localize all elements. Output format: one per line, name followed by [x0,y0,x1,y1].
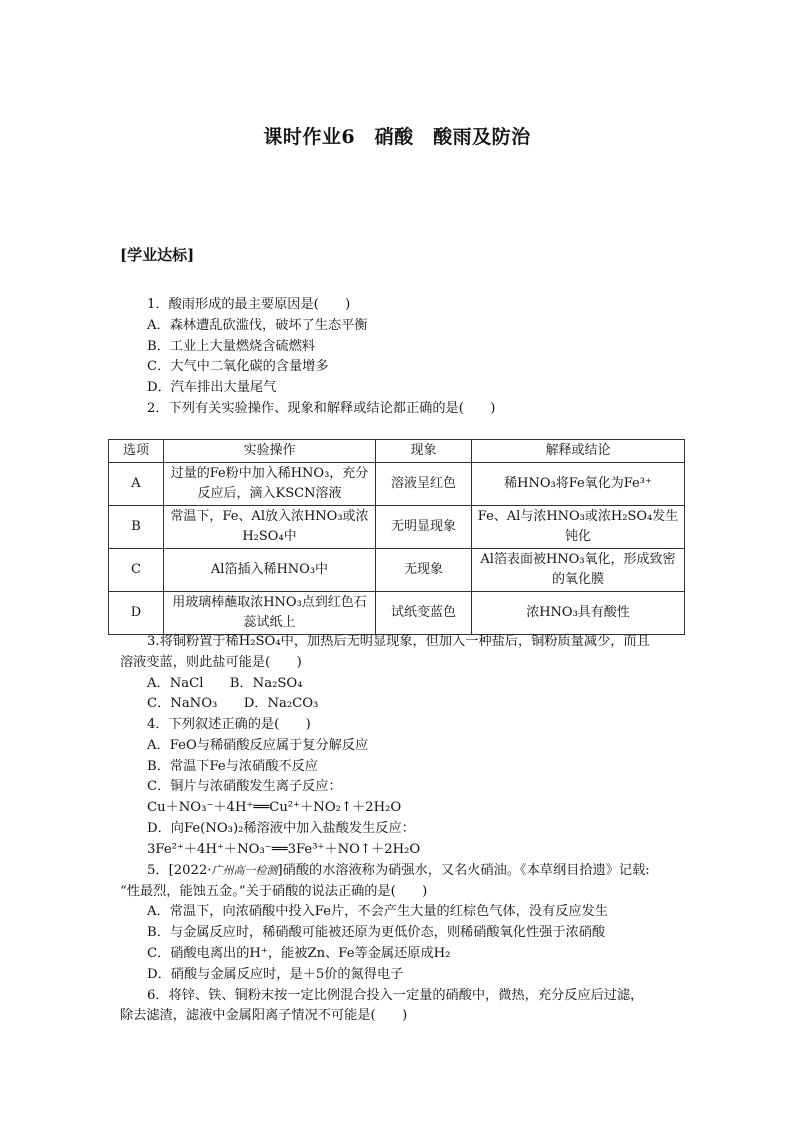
q3-options-ab: A．NaCl B．Na₂SO₄ [147,676,303,691]
page-title: 课时作业6 硝酸 酸雨及防治 [263,126,531,148]
q1-option-b: B．工业上大量燃烧含硫燃料 [147,339,315,354]
q3-stem-line1: 3.将铜粉置于稀H₂SO₄中，加热后无明显现象，但加入一种盐后，铜粉质量减少，而且 [147,634,650,649]
row-b-option: B [109,506,164,549]
q6-stem-line1: 6．将锌、铁、铜粉末按一定比例混合投入一定量的硝酸中，微热，充分反应后过滤， [147,988,644,1003]
row-b-operation: 常温下，Fe、Al放入浓HNO₃或浓H₂SO₄中 [164,506,376,549]
row-d-conclusion: 浓HNO₃具有酸性 [472,592,685,635]
q5-option-c: C．硝酸电离出的H⁺，能被Zn、Fe等金属还原成H₂ [147,946,451,961]
row-c-option: C [109,549,164,592]
q4-option-d: D．向Fe(NO₃)₂稀溶液中加入盐酸发生反应： [147,821,415,836]
q5-number: 5．[2022· [147,863,212,878]
q1-option-d: D．汽车排出大量尾气 [147,380,277,395]
header-phenomenon: 现象 [376,440,472,463]
experiment-table [108,439,685,635]
q3-stem-line2: 溶液变蓝，则此盐可能是( ) [120,655,302,670]
q4-option-d-equation: 3Fe²⁺＋4H⁺＋NO₃⁻══3Fe³⁺＋NO↑＋2H₂O [147,842,421,857]
row-a-option: A [109,463,164,506]
q1-option-c: C．大气中二氧化碳的含量增多 [147,359,329,374]
q4-option-a: A．FeO与稀硝酸反应属于复分解反应 [147,738,369,753]
q4-option-b: B．常温下Fe与浓硝酸不反应 [147,759,318,774]
table-row [109,592,685,635]
q4-option-c-equation: Cu＋NO₃⁻＋4H⁺══Cu²⁺＋NO₂↑＋2H₂O [147,800,402,815]
row-b-conclusion: Fe、Al与浓HNO₃或浓H₂SO₄发生钝化 [472,506,685,549]
table-row [109,549,685,592]
row-c-operation: Al箔插入稀HNO₃中 [164,549,376,592]
table-header-row [109,440,685,463]
q6-stem-line2: 除去滤渣，滤液中金属阳离子情况不可能是( ) [120,1008,408,1023]
q1-stem: 1．酸雨形成的最主要原因是( ) [147,297,351,312]
row-b-phenomenon: 无明显现象 [376,506,472,549]
q1-option-a: A．森林遭乱砍滥伐，破坏了生态平衡 [147,318,368,333]
header-option: 选项 [109,440,164,463]
q4-option-c: C．铜片与浓硝酸发生离子反应： [147,779,342,794]
q5-option-b: B．与金属反应时，稀硝酸可能被还原为更低价态，则稀硝酸氧化性强于浓硝酸 [147,925,606,940]
header-operation: 实验操作 [164,440,376,463]
q4-stem: 4．下列叙述正确的是( ) [147,717,311,732]
table-row [109,506,685,549]
q5-option-a: A．常温下，向浓硝酸中投入Fe片，不会产生大量的红棕色气体，没有反应发生 [147,904,608,919]
row-d-operation: 用玻璃棒蘸取浓HNO₃点到红色石蕊试纸上 [164,592,376,635]
row-c-phenomenon: 无现象 [376,549,472,592]
table-row [109,463,685,506]
row-d-option: D [109,592,164,635]
q5-stem-line2: “性最烈，能蚀五金。”关于硝酸的说法正确的是( ) [120,884,428,899]
row-a-operation: 过量的Fe粉中加入稀HNO₃，充分反应后，滴入KSCN溶液 [164,463,376,506]
q3-options-cd: C．NaNO₃ D．Na₂CO₃ [147,696,319,711]
q5-source-tag: 广州高一检测 [211,864,278,877]
section-heading: [学业达标] [120,246,195,264]
q2-stem: 2．下列有关实验操作、现象和解释或结论都正确的是( ) [147,401,496,416]
q5-stem-line1 [147,861,650,881]
row-a-conclusion: 稀HNO₃将Fe氧化为Fe³⁺ [472,463,685,506]
row-d-phenomenon: 试纸变蓝色 [376,592,472,635]
row-a-phenomenon: 溶液呈红色 [376,463,472,506]
q5-stem-rest: ]硝酸的水溶液称为硝强水，又名火硝油。《本草纲目拾遗》记载: [277,863,650,878]
header-conclusion: 解释或结论 [472,440,685,463]
q5-option-d: D．硝酸与金属反应时，是＋5价的氮得电子 [147,967,404,982]
row-c-conclusion: Al箔表面被HNO₃氧化，形成致密的氧化膜 [472,549,685,592]
